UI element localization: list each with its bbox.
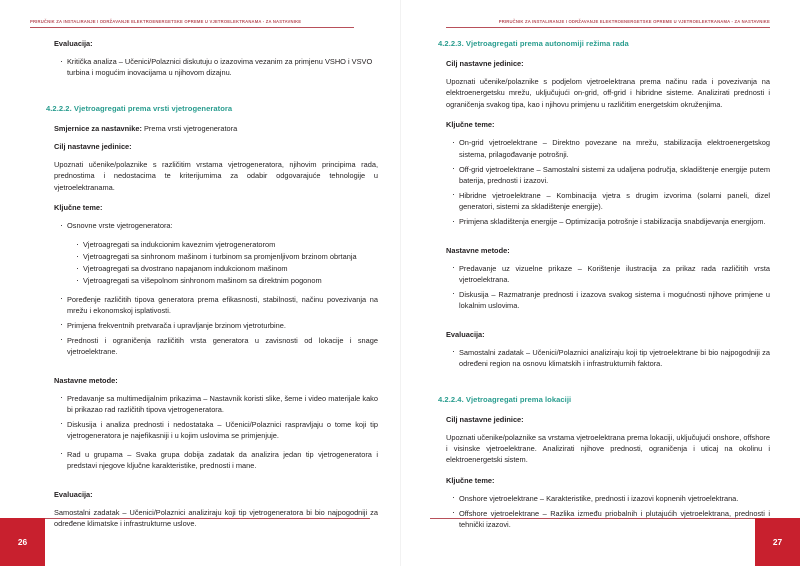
evaluation-label-1: Evaluacija: <box>446 329 485 339</box>
goal-text-2: Upoznati učenike/polaznike sa vrstama vjetroelektrana prema lokaciji, uključujući onshore, offshore i visinske vjetroelektrane. Analizirati njihove prednosti, ograničenja i uticaj na okolinu i elektroenergetski sistem. <box>446 432 770 465</box>
methods-list-1 <box>438 263 770 312</box>
list-item: · Vjetroagregati sa višepolnom sinhronom mašinom sa direktnim pogonom <box>76 275 378 286</box>
section-heading-4223: 4.2.2.3. Vjetroagregati prema autonomiji režima rada <box>438 39 629 48</box>
list-item: · On-grid vjetroelektrane – Direktno povezane na mrežu, stabilizacija elektroenergetskog sistema, prilagođavanje potrošnji. <box>452 137 770 160</box>
running-header-text: PRIRUČNIK ZA INSTALIRANJE I ODRŽAVANJE ELEKTROENERGETSKE OPREME U VJETROELEKTRANAMA - ZA NASTAVNIKE <box>30 19 302 24</box>
section-heading-4222: 4.2.2.2. Vjetroagregati prema vrsti vjetrogeneratora <box>46 103 233 113</box>
list-item: · Vjetroagregati sa indukcionim kaveznim vjetrogeneratorom <box>76 239 378 250</box>
list-item: · Primjena frekventnih pretvarača i upravljanje brzinom vjetroturbine. <box>60 320 378 331</box>
goal-text-1: Upoznati učenike/polaznike s podjelom vjetroelektrana prema načinu rada i povezivanja na elektroenergetsku mrežu, uključujući on-grid, off-grid i hibridne sisteme. Analizirati prednosti i ograničenja svakog tipa, kao i njihovu primjenu u različitim energetskim okruženjima. <box>446 77 770 109</box>
list-item: · Rad u grupama – Svaka grupa dobija zadatak da analizira jedan tip vjetrogeneratora i predstavi njegove ključne karakteristike, prednosti i mane. <box>60 449 378 472</box>
list-item: · Off-grid vjetroelektrane – Samostalni sistemi za udaljena područja, skladištenje energije putem baterija, prednosti i izazovi. <box>452 164 770 187</box>
footer-left <box>0 518 400 566</box>
evaluation-label-bottom: Evaluacija: <box>54 489 93 499</box>
footer-right <box>400 518 800 566</box>
list-item: · Diskusija i analiza prednosti i nedostataka – Učenici/Polaznici raspravljaju o tome koji tip vjetrogeneratora je najefikasniji i u kojim uslovima se primjenjuje. <box>60 419 378 442</box>
key-topics-list-rest <box>46 294 378 358</box>
spacer <box>46 480 378 489</box>
running-header-left <box>30 18 354 34</box>
methods-list <box>46 393 378 472</box>
spacer <box>46 87 378 103</box>
key-topics-list-1 <box>438 137 770 227</box>
goal-label: Cilj nastavne jedinice: <box>54 141 132 151</box>
running-header-right <box>446 18 770 34</box>
goal-label-2: Cilj nastavne jedinice: <box>446 414 524 424</box>
list-item: · Primjena skladištenja energije – Optimizacija potrošnje i stabilizacija snabdijevanja energijom. <box>452 216 770 227</box>
list-item: · Vjetroagregati sa dvostrano napajanom indukcionom mašinom <box>76 263 378 274</box>
running-header-rule <box>30 27 354 28</box>
page-right <box>400 0 800 566</box>
list-item: · Predavanje uz vizuelne prikaze – Korištenje ilustracija za prikaz rada različitih vrsta vjetroelektrana. <box>452 263 770 286</box>
footer-rule <box>430 518 755 519</box>
page-right-column <box>438 38 770 530</box>
evaluation-bottom-text: Samostalni zadatak – Učenici/Polaznici analiziraju koji tip vjetrogeneratora bi bio najpogodniji za određene klimatske i infrastrukturne uslove. <box>54 507 378 528</box>
list-item: · Samostalni zadatak – Učenici/Polaznici analiziraju koji tip vjetroelektrane bi bio najpogodniji za određeni region na osnovu klimatskih i infrastrukturnih faktora. <box>452 347 770 370</box>
spacer <box>438 320 770 329</box>
list-item: · Predavanje sa multimedijalnim prikazima – Nastavnik koristi slike, šeme i video materijale kako bi prikazao rad različitih tipova vjetrogeneratora. <box>60 393 378 416</box>
guidelines-label: Smjernice za nastavnike: <box>54 123 142 133</box>
list-item: · Vjetroagregati sa sinhronom mašinom i turbinom sa promjenljivom brzinom obrtanja <box>76 251 378 262</box>
goal-text: Upoznati učenike/polaznike s različitim vrstama vjetrogeneratora, njihovim principima rada, prednostima i nedostacima te kriterijumima za odabir odgovarajuće tehnologije u vjetroelektranama. <box>54 159 378 192</box>
goal-label-1: Cilj nastavne jedinice: <box>446 59 524 68</box>
list-item: · Hibridne vjetroelektrane – Kombinacija vjetra s drugim izvorima (solarni paneli, dizel generatori, sistemi za skladištenje energije). <box>452 190 770 213</box>
list-item: · Diskusija – Razmatranje prednosti i izazova svakog sistema i mogućnosti njihove primjene u lokalnim uslovima. <box>452 289 770 312</box>
section-heading-4224: 4.2.2.4. Vjetroagregati prema lokaciji <box>438 394 572 404</box>
evaluation-top-list <box>46 56 378 79</box>
key-topics-list <box>46 220 378 231</box>
methods-label: Nastavne metode: <box>54 375 118 385</box>
page-number-right: 27 <box>755 518 800 566</box>
list-item: · Poređenje različitih tipova generatora prema efikasnosti, stabilnosti, načinu povezivanja na mrežu i ekonomskoj isplativosti. <box>60 294 378 317</box>
list-item: · Prednosti i ograničenja različitih vrsta generatora u zavisnosti od lokacije i snage vjetroelektrane. <box>60 335 378 358</box>
evaluation-list-1 <box>438 347 770 370</box>
spacer <box>46 366 378 375</box>
spacer <box>438 378 770 394</box>
guidelines-line <box>46 123 378 134</box>
key-topics-label: Ključne teme: <box>54 203 103 213</box>
spacer <box>438 236 770 245</box>
running-header-text: PRIRUČNIK ZA INSTALIRANJE I ODRŽAVANJE ELEKTROENERGETSKE OPREME U VJETROELEKTRANAMA - ZA NASTAVNIKE <box>498 19 770 24</box>
evaluation-label-top: Evaluacija: <box>54 39 93 48</box>
list-item: · Onshore vjetroelektrane – Karakteristike, prednosti i izazovi kopnenih vjetroelektrana. <box>452 493 770 504</box>
running-header-rule <box>446 27 770 28</box>
list-item: · Offshore vjetroelektrane – Razlika između priobalnih i plutajućih vjetroelektrana, prednosti i tehnički izazovi. <box>452 508 770 531</box>
methods-label-1: Nastavne metode: <box>446 245 510 255</box>
guidelines-value: Prema vrsti vjetrogeneratora <box>143 123 238 133</box>
key-topics-label-1: Ključne teme: <box>446 120 495 130</box>
footer-rule <box>45 518 370 519</box>
page-number-left: 26 <box>0 518 45 566</box>
list-item: · Osnovne vrste vjetrogeneratora: <box>60 220 378 231</box>
list-item: · Kritička analiza – Učenici/Polaznici diskutuju o izazovima vezanim za primjenu VSHO i VSVO turbina i mogućim inovacijama u njihovom dizajnu. <box>60 56 378 79</box>
key-topics-label-2: Ključne teme: <box>446 475 495 485</box>
page-gutter-divider <box>400 0 401 566</box>
page-left-column <box>46 38 378 528</box>
generator-subtypes-list <box>46 239 378 286</box>
